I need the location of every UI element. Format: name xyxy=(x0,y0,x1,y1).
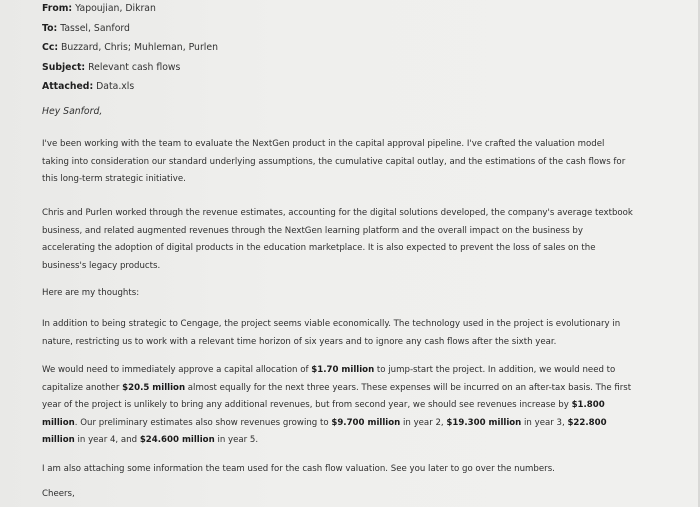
amount: $9.700 million xyxy=(331,417,401,428)
attached-row xyxy=(42,80,218,100)
amount: $19.300 million xyxy=(446,417,522,428)
text-segment: year of the project is unlikely to bring any additional revenues, but from second year, we should see revenues increase by xyxy=(42,400,572,411)
subject-row xyxy=(42,61,218,81)
text-line: Cheers, xyxy=(42,489,75,499)
paragraph-revenue xyxy=(42,205,633,275)
text-line: business, and related augmented revenues through the NextGen learning platform and the overall impact on the business by xyxy=(42,225,583,236)
text-segment: almost equally for the next three years. These expenses will be incurred on an after-tax basis. The first xyxy=(185,382,632,393)
text-segment: We would need to immediately approve a capital allocation of xyxy=(42,365,312,375)
paragraph-intro xyxy=(42,136,625,189)
to-row xyxy=(42,22,218,42)
amount: $22.800 xyxy=(567,417,607,428)
cc-value: Buzzard, Chris; Muhleman, Purlen xyxy=(61,42,218,53)
text-segment: in year 2, xyxy=(400,417,447,428)
text-segment: . Our preliminary estimates also show revenues growing to xyxy=(74,417,332,428)
closing xyxy=(42,486,75,504)
paragraph-attachment-note xyxy=(42,461,555,479)
text-line: taking into consideration our standard underlying assumptions, the cumulative capital outlay, and the estimations of the cash flows for xyxy=(42,156,626,167)
text-line: In addition to being strategic to Cengage, the project seems viable economically. The technology used in the project is evolutionary in xyxy=(42,319,621,329)
from-label: From: xyxy=(42,3,73,14)
text-line: I am also attaching some information the team used for the cash flow valuation. See you later to go over the numbers. xyxy=(42,464,555,474)
text-line: nature, restricting us to work with a relevant time horizon of six years and to ignore any cash flows after the sixth year. xyxy=(42,336,557,347)
amount: $24.600 million xyxy=(139,435,215,446)
amount: $20.5 million xyxy=(122,382,186,393)
cc-label: Cc: xyxy=(42,42,59,53)
text-segment: in year 5. xyxy=(214,435,259,446)
text-segment: to jump-start the project. In addition, we would need to xyxy=(374,365,616,375)
paragraph-strategy xyxy=(42,316,620,351)
text-line: accelerating the adoption of digital products in the education marketplace. It is also expected to prevent the loss of sales on the xyxy=(42,243,596,254)
amount: $1.800 xyxy=(571,400,605,411)
email-header xyxy=(42,2,218,100)
text-line: Chris and Purlen worked through the revenue estimates, accounting for the digital solutions developed, the company's average textbook xyxy=(42,208,633,218)
attached-label: Attached: xyxy=(42,81,94,92)
text-line: Here are my thoughts: xyxy=(42,288,140,298)
text-segment: in year 4, and xyxy=(74,435,140,446)
paragraph-capital xyxy=(42,362,631,450)
attachment-link[interactable]: Data.xls xyxy=(96,81,135,92)
text-line: I've been working with the team to evaluate the NextGen product in the capital approval pipeline. I've crafted the valuation model xyxy=(42,139,605,149)
text-segment: in year 3, xyxy=(521,417,568,428)
amount: million xyxy=(42,435,75,446)
paragraph-thoughts xyxy=(42,285,139,303)
amount: million xyxy=(42,417,75,428)
subject-value: Relevant cash flows xyxy=(88,61,181,73)
cc-row xyxy=(42,41,218,61)
from-row xyxy=(42,2,218,22)
text-segment: capitalize another xyxy=(42,382,123,393)
text-line: business's legacy products. xyxy=(42,260,161,271)
text-line: this long-term strategic initiative. xyxy=(42,174,186,185)
greeting: Hey Sanford, xyxy=(42,106,103,117)
to-label: To: xyxy=(42,22,58,34)
amount: $1.70 million xyxy=(311,365,375,375)
from-value: Yapoujian, Dikran xyxy=(75,3,156,14)
subject-label: Subject: xyxy=(42,61,86,73)
to-value: Tassel, Sanford xyxy=(60,22,130,34)
